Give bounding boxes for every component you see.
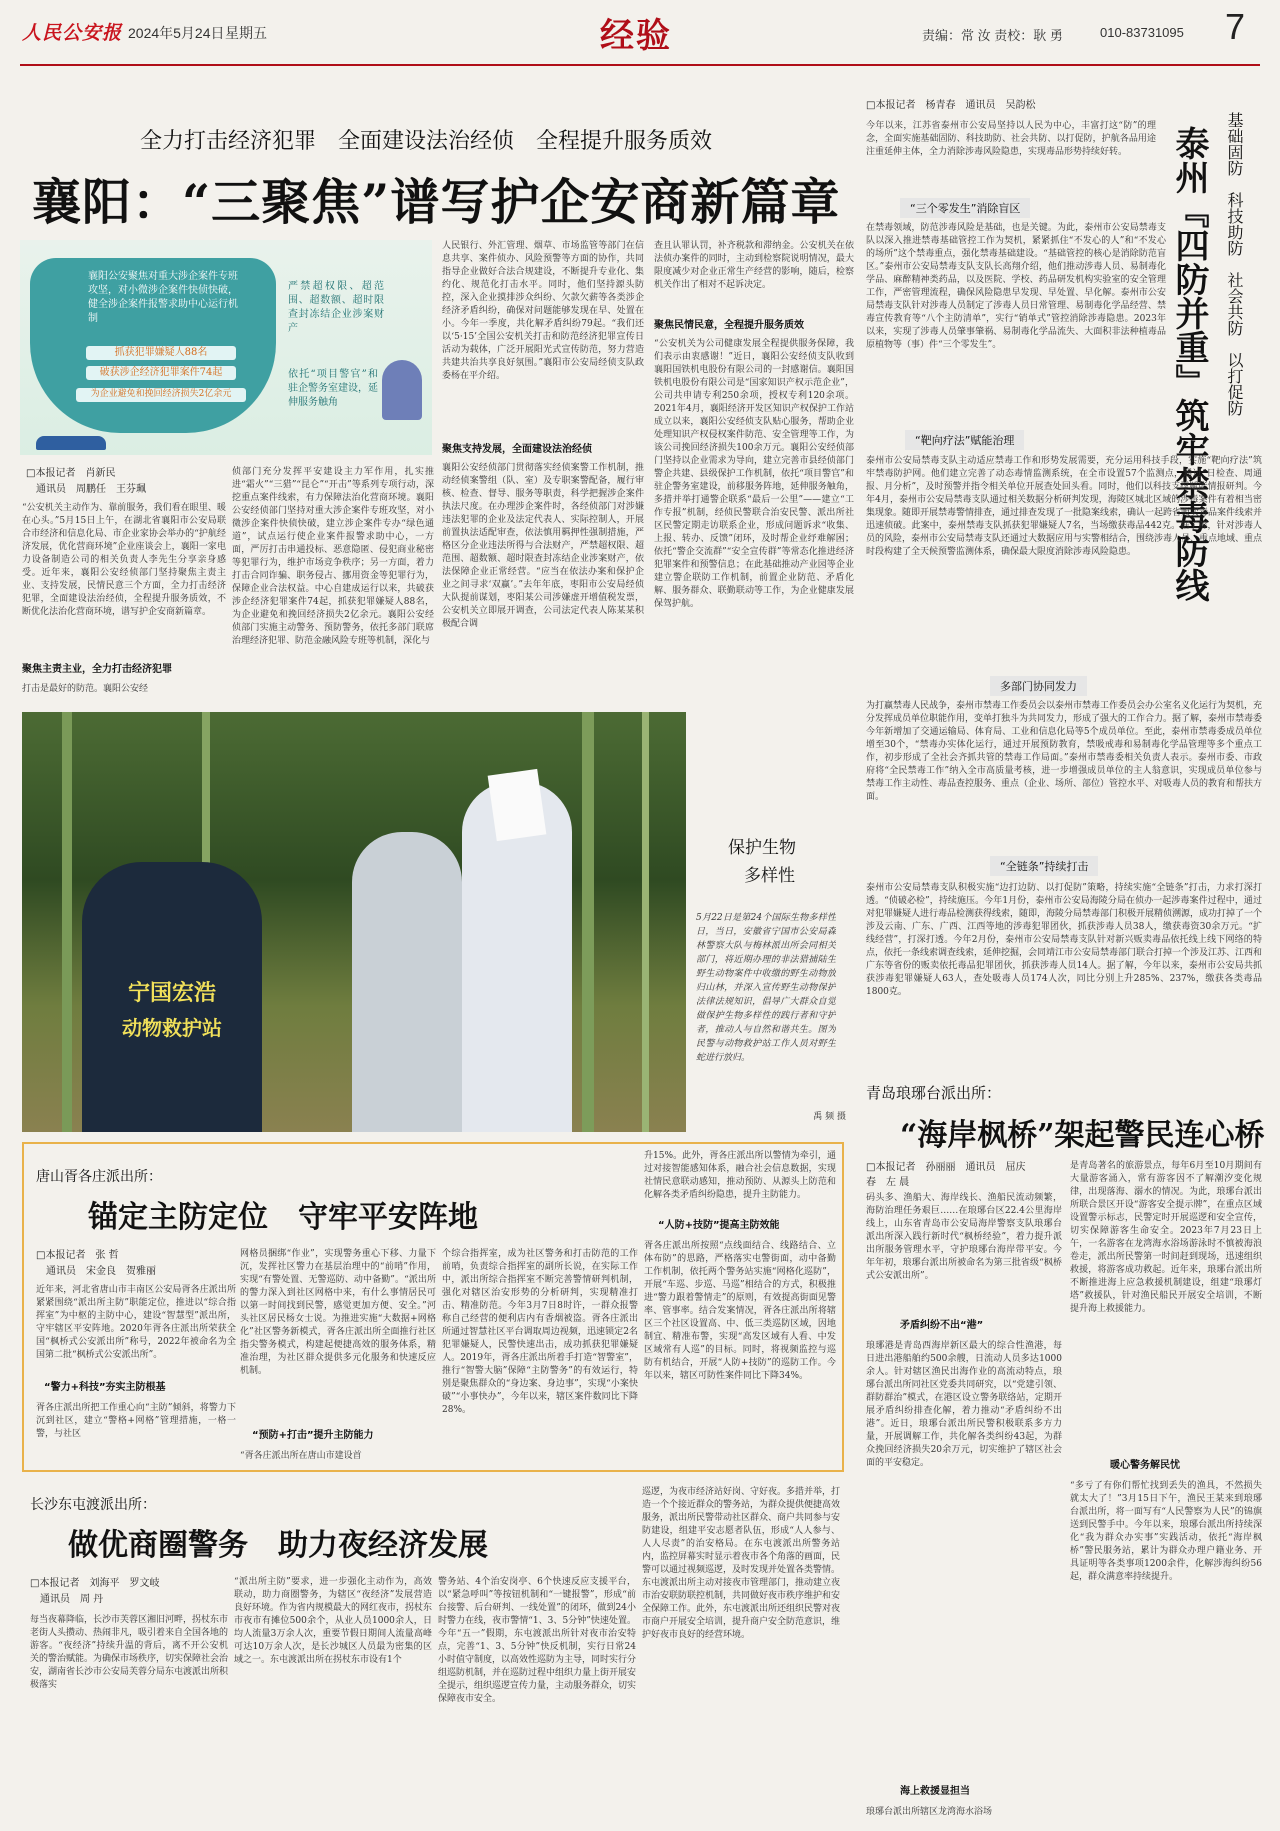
photo-bamboo-3	[582, 712, 594, 1132]
taizhou-p1: 在禁毒领域，防范涉毒风险是基础，也是关键。为此，泰州市公安局禁毒支队以深入推进禁毒基础管控工作为契机，紧紧抓住“不发心的人”和“不发心的场所”这个禁毒重点，强化禁毒基础建设。“基础管控的核心是消除防范盲区。”泰州市公安局禁毒支队支队长高翔介绍，他们推动涉毒人员、易制毒化学品、麻醉精神类药品，以及医院、学校、药品研发机构实验室的安全管理工作，严密管理流程，确保风险隐患早发现、早处置、早化解。泰州市公安局禁毒支队针对涉毒人员制定了涉毒人员日常管理、易制毒化学品经营、禁毒宣传教育等“八个主防清单”，实行“销单式”管控消除涉毒隐患。2023年以来，实现了涉毒人员肇事肇祸、易制毒化学品流失、大面积非法种植毒品原植物等（事）件“三个零发生”。	[866, 223, 1166, 350]
tangshan-col4b: 胥各庄派出所按照“点线面结合、线路结合、立体布防”的思路，严格落实屯警街面，动中备勤工作机制，依托两个警务站实施“网格化巡防”，开展“车巡、步巡、马巡”相结合的方式，积极推进“警力跟着警情走”的原则，有效提高街面见警率、管事率。结合发案情况，胥各庄派出所将辖区三个社区设置高、中、低三类巡防区域，因地制宜、精准布警，实现“高发区域有人看、中发区域常有人巡”的目标。同时，将视频监控与巡防有机结合，开展“人防+技防”的巡防工作。今年以来，辖区可防性案件同比下降34%。	[644, 1241, 836, 1381]
photo-caption: 5月22日是第24个国际生物多样性日，当日，安徽省宁国市公安局森林警察大队与梅林派出所会同相关部门，将近期办理的非法猎捕陆生野生动物案件中收缴的野生动物放归山林，并深入宣传野生动物保护法律法规知识，倡导广大群众自觉做保护生物多样性的践行者和守护者，推动人与自然和谐共生。图为民警与动物救护站工作人员对野生蛇进行放归。	[696, 913, 836, 1063]
masthead-rule	[20, 64, 1260, 66]
photo-bamboo-4	[642, 712, 649, 1132]
xiangyang-subhead-3: 聚焦民情民意，全程提升服务质效	[654, 320, 804, 331]
changsha-col3: 警务站、4个治安岗亭、6个快速反应支援平台，以“紧急呼叫”等按钮机制和“一键报警”，形成“前台接警、后台研判、一线处置”的闭环，做到24小时警力在线，夜市警情“1、3、5分钟”快速处置。今年“五一”假期，东屯渡派出所针对夜市治安特点，完善“1、3、5分钟”快反机制，实行日常24小时值守制度，以高效性巡防为主导，同时实行分组巡防机制，并在巡防过程中组织力量上街开展安全提示，组织巡逻宣传力量，主动服务群众，切实保障夜市安全。	[438, 1577, 636, 1704]
photo-paper	[488, 769, 547, 841]
tangshan-col2: 网格员捆绑“作业”，实现警务重心下移、力量下沉，发挥社区警力在基层治理中的“前哨”作用，实现“有警处置、无警巡防、动中备勤”。“派出所的警力深入到社区网格中来，有什么事情居民可以第一时间找到民警，感觉更加方便、安全。”河头社区居民杨女士说。为推进实施“大数据+网格化”社区警务新模式，胥各庄派出所全面推行社区指尖警务模式，构建起便捷高效的服务体系，精准治理，为社区群众提供多元化服务和快速反应机制。	[240, 1249, 436, 1376]
tangshan-kicker: 唐山胥各庄派出所：	[36, 1169, 162, 1185]
taizhou-subtitle: 基础固防 科技助防 社会共防 以打促防	[1225, 112, 1244, 416]
photo-officer-1	[352, 832, 462, 1132]
wildlife-release-photo	[22, 712, 686, 1132]
xiangyang-col3-text: 人民银行、外汇管理、烟草、市场监管等部门在信息共享、案件侦办、风险预警等方面的协作，共同指导企业做好合法合规建设，不断提升专业化、集约化、规范化打击水平。同时，他们坚持源头防控，深入企业摸排涉众纠纷、欠款欠薪等各类涉企经济矛盾纠纷，确保对问题能够发现在早、处置在小。今年一季度，共化解矛盾纠纷79起。“我们还以‘5·15’全国公安机关打击和防范经济犯罪宣传日活动为载体，广泛开展阳光式宣传防范，努力营造共建共治共享良好氛围。”襄阳市公安局经侦支队政委杨在平介绍。	[442, 241, 644, 381]
taizhou-tag-2: “靶向疗法”赋能治理	[905, 430, 1024, 450]
langya-byline: □本报记者 孙丽丽 通讯员 屈庆春 左 晨	[866, 1162, 1026, 1188]
infographic-stat-3: 为企业避免和挽回经济损失2亿余元	[76, 388, 246, 402]
xiangyang-col3b-text: 襄阳公安经侦部门贯彻落实经侦案警工作机制，推动经侦案警组（队、室）及专职案警配备，履行审核、检查、督导、服务等职责，科学把握涉企案件执法尺度。在办理涉企案件时，各经侦部门对涉嫌违法犯罪的企业及法定代表人、实际控制人，开展前置执法适配审查，依法慎用羁押性强制措施，严格区分企业违法所得与合法财产，严禁超权限、超范围、超数额、超时限查封冻结企业涉案财产，依法保障企业正常经营。“应当在依法办案和保护企业之间寻求‘双赢’。”去年年底，枣阳市公安局经侦大队提前谋划，枣阳某公司涉嫌虚开增值税发票，公安机关立即展开调查，公司法定代表人陈某某积极配合调	[442, 463, 644, 629]
tangshan-col3: 个综合指挥室，成为社区警务和打击防范的工作前哨，负责综合指挥室的副所长说，在实际工作中，派出所综合指挥室不断完善警情研判机制，强化对辖区治安形势的分析研判，实现精准打击、精准防范。今年3月7日8时许，一群众报警称自己经营的便利店内有香烟被盗。胥各庄派出所通过智慧社区平台调取周边视频，迅速锁定2名犯罪嫌疑人，民警快速出击，成功抓获犯罪嫌疑人。2019年，胥各庄派出所着手打造“智警室”，推行“智警大脑”保障“主防警务”的有效运行，特别是聚焦群众的“身边案、身边事”，实现“小案快破”“小事快办”，今年以来，辖区案件数同比下降28%。	[442, 1249, 638, 1415]
xiangyang-col1-text: “公安机关主动作为、靠前服务，我们看在眼里、暖在心头。”5月15日上午，在湖北省襄阳市公安局联合市经济和信息化局、市企业家协会举办的“护航经济发展，优化营商环境”企业座谈会上，襄阳一家电力设备制造公司的相关负责人李先生分享亲身感受。近年来，襄阳公安经侦部门坚持聚焦主责主业、支持发展，民情民意三个方面，全力打击经济犯罪，全面建设法治经侦，全程提升服务质效，不断优化法治化营商环境，谱写护企安商新篇章。	[22, 503, 226, 617]
changsha-headline: 做优商圈警务 助力夜经济发展	[68, 1528, 488, 1563]
editor-credits: 责编：常 汝 责校：耿 勇	[922, 28, 1063, 43]
infographic-stat-2: 破获涉企经济犯罪案件74起	[86, 366, 236, 380]
xiangyang-subhead-2: 聚焦支持发展，全面建设法治经侦	[442, 444, 592, 455]
photo-vest-label	[92, 977, 252, 1057]
tangshan-byline-reporter: □本报记者 张 哲	[36, 1250, 119, 1261]
page-number: 7	[1225, 6, 1246, 47]
tangshan-col1b: 胥各庄派出所把工作重心向“主防”倾斜，将警力下沉到社区，建立“警格+网格”管理措施，一格一警，与社区	[36, 1403, 236, 1439]
tangshan-byline-contributors: 通讯员 宋金良 贺雅丽	[46, 1266, 156, 1277]
photo-vest-label-line2: 动物救护站	[122, 1016, 222, 1040]
tangshan-col4: 升15%。此外，胥各庄派出所以警情为牵引，通过对接智能感知体系，融合社会信息数据，实现社情民意联动感知，推动预防、从源头上防范和化解各类矛盾纠纷隐患，提升主防能力。	[644, 1151, 836, 1200]
changsha-kicker: 长沙东屯渡派出所：	[30, 1497, 156, 1513]
langya-col2b: “多亏了有你们帮忙找到丢失的渔具，不然损失就太大了！”3月15日下午，渔民王某来到琅琊台派出所，将一面写有“人民警察为人民”的锦旗送到民警手中。今年以来，琅琊台派出所持续深化“我为群众办实事”实践活动，依托“海岸枫桥”警民服务站，累计为群众办理户籍业务、开具证明等各类事项1200余件，化解涉海纠纷56起，群众满意率持续提升。	[1070, 1481, 1262, 1582]
langya-headline: “海岸枫桥”架起警民连心桥	[900, 1118, 1265, 1153]
langya-kicker: 青岛琅琊台派出所：	[866, 1084, 1002, 1102]
langya-subhead-2: 暖心警务解民忧	[1110, 1460, 1180, 1471]
xiangyang-headline: 襄阳：“三聚焦”谱写护企安商新篇章	[32, 173, 841, 231]
langya-subhead-3: 海上救援显担当	[900, 1786, 970, 1797]
taizhou-p3: 为打赢禁毒人民战争，泰州市禁毒工作委员会以泰州市禁毒工作委员会办公室名义化运行为契机，充分发挥成员单位职能作用，变单打独斗为共同发力，形成了强大的工作合力。据了解，泰州市禁毒委今年新增加了交通运输局、体育局、工业和信息化局等5个成员单位。至此，泰州市禁毒委成员单位增至30个，“禁毒办实体化运行，通过开展预防教育，禁吸戒毒和易制毒化学品管理等多个重点工作，初步形成了全社会齐抓共管的禁毒工作局面。”泰州市禁毒委相关负责人表示。泰州市委、市政府将“全民禁毒工作”纳入全市高质量考核，进一步增强成员单位的主人翁意识，实现成员单位参与禁毒工作主动性、毒品查控服务、重点（企业、场所、部位）管控水平、对吸毒人员的教育和帮扶方面。	[866, 701, 1262, 802]
xiangyang-col4b-text: “公安机关为公司健康发展全程提供服务保障，我们表示由衷感谢！”近日，襄阳公安经侦支队收到襄阳国铁机电股份有限公司的一封感谢信。襄阳国铁机电股份有限公司是“国家知识产权示范企业”，公司共申请专利250余项，授权专利120余项。2021年4月，襄阳经济开发区知识产权保护工作站成立以来，襄阳公安经侦支队贴心服务，帮助企业处理知识产权侵权案件防范、安全管理等工作，为该公司挽回经济损失100余万元。襄阳公安经侦部门坚持以企业需求为导向，建立完善市县经侦部门警企共建、县级保护工作机制，依托“项目警官”和驻企警务室建设，前移服务阵地，延伸服务触角，多措并举打通警企联系“最后一公里”——建立“工作专报”机制，经侦民警联合治安民警、派出所社区民警定期走访联系企业，形成问题诉求“收集、上报、转办、反馈”闭环，及时帮企业纾难解困；依托“警企交流群”“安全宣传群”等常态化推进经济犯罪案件和预警信息；在此基础推动产业园等企业建立警企联防工作机制，前置企业防范、矛盾化解、服务群众、联勤联动等工作，为企业健康发展保驾护航。	[654, 339, 854, 609]
photo-vest-label-line1: 宁国宏浩	[127, 981, 216, 1006]
langya-col1b: 琅琊港是青岛西海岸新区最大的综合性渔港，每日进出港船舶约500余艘，日流动人员多达1000余人。针对辖区渔民出海作业的高流动特点，琅琊台派出所同社区党委共同研究，以“党建引领、群防群治”模式，在港区设立警务联络站，定期开展矛盾纠纷排查化解，着力推动“矛盾纠纷不出港”。近日，琅琊台派出所民警积极联系多方力量，开展调解工作，共化解各类纠纷43起，为群众挽回经济损失20余万元，切实维护了辖区社会面的平安稳定。	[866, 1341, 1062, 1468]
photo-credit: 禹 频 摄	[813, 1112, 846, 1122]
infographic-text-2: 严禁超权限、超范围、超数额、超时限查封冻结企业涉案财产	[288, 281, 384, 334]
section-name: 经验	[600, 16, 672, 56]
tangshan-subhead-1: “警力+科技”夯实主防根基	[44, 1382, 166, 1393]
changsha-col4: 巡逻，为夜市经济站好岗、守好夜。多措并举，打造一个个接近群众的警务站，为群众提供便捷高效服务，派出所民警带动社区群众、商户共同参与安防建设，组建平安志愿者队伍，形成“人人参与、人人尽责”的治安格局。在东屯渡派出所警务站内，监控屏幕实时显示着夜市各个角落的画面，民警可以通过视频巡逻，及时发现并处置各类警情。东屯渡派出所主动对接夜市管理部门，推动建立夜市治安联防联控机制，共同做好夜市秩序维护和安全保障工作。此外，东屯渡派出所还组织民警对夜市商户开展安全培训，提升商户安全防范意识，维护好夜市良好的经营环境。	[642, 1487, 840, 1640]
taizhou-tag-3: 多部门协同发力	[990, 676, 1087, 696]
issue-weekday: 星期五	[225, 25, 267, 41]
tangshan-subhead-3: “人防+技防”提高主防效能	[658, 1220, 780, 1231]
changsha-byline-contributors: 通讯员 周 丹	[40, 1594, 104, 1605]
langya-col2-tail: 琅琊台派出所辖区龙湾海水浴场	[866, 1807, 993, 1817]
taizhou-tag-4: “全链条”持续打击	[990, 856, 1098, 876]
infographic-text-1: 襄阳公安聚焦对重大涉企案件专班攻坚，对小微涉企案件快侦快破，健全涉企案件报警求助中心运行机制	[88, 271, 238, 324]
taizhou-headline: 泰州『四防并重』筑牢禁毒防线	[1169, 126, 1209, 602]
infographic-person-icon	[382, 360, 422, 420]
xiangyang-kicker: 全力打击经济犯罪 全面建设法治经侦 全程提升服务质效	[140, 129, 713, 154]
editor-phone: 010-83731095	[1100, 25, 1184, 40]
taizhou-byline: □本报记者 杨青春 通讯员 吴韵松	[866, 100, 1036, 111]
changsha-col2: “派出所主防”要求，进一步强化主动作为，高效联动，助力商圈警务，为辖区“夜经济”发展营造良好环境。作为省内规模最大的网红夜市，拐杖东市夜市有摊位500余个，从业人员1000余人，日均人流量3万余人次，重要节假日期间人流量高峰可达10万余人次，是长沙城区人员最为密集的区域之一。东屯渡派出所在拐杖东市设有1个	[234, 1577, 432, 1665]
tangshan-col2b: “胥各庄派出所在唐山市建设首	[240, 1451, 362, 1461]
xiangyang-byline-contributors: 通讯员 周鹏任 王芬珮	[36, 484, 146, 495]
langya-col2: 是青岛著名的旅游景点，每年6月至10月期间有大量游客涌入，常有游客因不了解潮汐变化规律，出现落海、溺水的情况。为此，琅琊台派出所联合景区开设“游客安全提示牌”，在重点区域设置警示标志，民警定时开展巡逻和安全宣传，切实保障游客生命安全。2023年7月23日上午，一名游客在龙湾海水浴场游泳时不慎被海浪卷走，派出所民警第一时间赶到现场，迅速组织救援，将游客成功救起。近年来，琅琊台派出所不断推进海上应急救援机制建设，组建“琅琊灯塔”救援队，针对渔民船民开展安全培训，不断提升海上救援能力。	[1070, 1161, 1262, 1314]
xiangyang-col2-text: 侦部门充分发挥平安建设主力军作用，扎实推进“霜火”“三猎”“昆仑”“开击”等系列专项行动，深挖重点案件线索，有力保障法治化营商环境。襄阳公安经侦部门坚持对重大涉企案件专班攻坚，对小微涉企案件快侦快破，建立涉企案件专办“绿色通道”，试点运行使企业案件报警求助中心，一方面，严厉打击串通投标、恶意隐匿、侵犯商业秘密等犯罪行为，维护市场竞争秩序；另一方面，着力打击合同诈骗、职务侵占、挪用资金等犯罪行为，保障企业合法权益。中心自建成运行以来，共破获涉企经济犯罪案件74起，抓获犯罪嫌疑人88名，为企业避免和挽回经济损失2亿余元。襄阳公安经侦部门实施主动警务、预防警务，依托多部门联席治理经济犯罪、防范金融风险专班等机制，深化与	[232, 467, 434, 646]
infographic-stat-1: 抓获犯罪嫌疑人88名	[86, 346, 236, 360]
infographic-text-3: 依托“项目警官”和驻企警务室建设，延伸服务触角	[288, 369, 378, 408]
issue-date: 2024年5月24日	[128, 25, 225, 41]
xiangyang-subhead-1: 聚焦主责主业，全力打击经济犯罪	[22, 664, 172, 675]
taizhou-p2: 泰州市公安局禁毒支队主动适应禁毒工作和形势发展需要，充分运用科技手段，实施“靶向疗法”筑牢禁毒防护网。他们建立完善了动态毒情监测系统，在全市设置57个监测点，通过“日检查、周通报、月分析”，及时预警并指令相关单位开展查处回头看。同时，他们以科技支撑赋能情报研判。今年4月，泰州市公安局禁毒支队通过相关数据分析研判发现，海陵区城北区域的涉毒案件有着相当密集现象。随即开展禁毒警情排查，通过排查发现了一批隐案线索，确认一起跨省贩卖毒品案件线索并迅速侦破。此案中，泰州禁毒支队抓获犯罪嫌疑人7名，当场缴获毒品442克。据了解，针对涉毒人员的风险，泰州市公安局禁毒支队还通过大数据应用与实警相结合，围绕涉毒人员、重点地域、重点时段构建了全天候预警监测体系，确保最大限度消除涉毒风险隐患。	[866, 456, 1262, 557]
changsha-col1: 每当夜幕降临，长沙市芙蓉区湘旧河畔，拐杖东市老街人头攒动、热闹非凡，吸引着来自全国各地的游客。“夜经济”持续升温的背后，离不开公安机关的警治赋能。为确保市场秩序，切实保障社会治安，湖南省长沙市公安局芙蓉分局东屯渡派出所积极落实	[30, 1615, 228, 1690]
photo-title-line2: 多样性	[744, 866, 795, 886]
changsha-byline-reporter: □本报记者 刘海平 罗文岐	[30, 1578, 160, 1589]
newspaper-logo: 人民公安报	[22, 22, 123, 44]
xiangyang-byline-reporter: □本报记者 肖新民	[26, 468, 116, 479]
xiangyang-col1b-text: 打击是最好的防范。襄阳公安经	[22, 684, 149, 694]
tangshan-col1: 近年来，河北省唐山市丰南区公安局胥各庄派出所紧紧围绕“派出所主防”职能定位，推进以“综合指挥室”为中枢的主防中心，建设“智慧型”派出所，守牢辖区平安阵地。2020年胥各庄派出所荣获全国“枫桥式公安派出所”称号，2022年被命名为全国第二批“枫桥式公安派出所”。	[36, 1285, 236, 1360]
infographic-car-icon	[36, 436, 106, 450]
tangshan-subhead-2: “预防+打击”提升主防能力	[252, 1430, 374, 1441]
taizhou-p4: 泰州市公安局禁毒支队积极实施“边打边防、以打促防”策略，持续实施“全链条”打击，力求打深打透。“侦破必检”，持续施压。今年1月份，泰州市公安局海陵分局在侦办一起涉毒案件过程中，通过对犯罪嫌疑人进行毒品检测获得线索，随即，海陵分局禁毒部门积极开展精侦溯源，成功打掉了一个涉及云南、广东、广西、江西等地的涉毒犯罪团伙，抓获涉毒人员38人，缴获毒资30余万元。“扩线经营”，打深打透。今年2月份，泰州市公安局禁毒支队针对新兴贩卖毒品依托线上线下网络的特点，依托一条线索调查线索，延伸挖掘，会同靖江市公安局禁毒部门联合打掉一个涉及江苏、江西和广东等省份的贩卖依托毒品犯罪团伙，抓获涉毒人员14人。据了解，今年以来，泰州市公安局共抓获涉毒犯罪嫌疑人63人，查处吸毒人员174人次，同比分别上升285%、237%，缴获各类毒品1800克。	[866, 883, 1262, 997]
xiangyang-infographic	[20, 240, 432, 455]
photo-title-line1: 保护生物	[728, 838, 796, 858]
masthead	[0, 0, 1280, 70]
taizhou-intro: 今年以来，江苏省泰州市公安局坚持以人民为中心，丰富打这“防”的理念，全面实施基础固防、科技助防、社会共防、以打促防，护航各品用途注重延伸主体，全力消除涉毒风险隐患，实现毒品形势持续好转。	[866, 121, 1156, 157]
taizhou-tag-1: “三个零发生”消除盲区	[900, 198, 1030, 218]
langya-col1: 码头多、渔船大、海岸线长、渔船民流动频繁，海防治理任务艰巨……在琅琊台区22.4公里海岸线上，山东省青岛市公安局海岸警察支队琅琊台派出所深入践行新时代“枫桥经验”，着力提升派出所服务管理水平，守护琅琊台海岸带平安。今年年初，琅琊台派出所被命名为第三批省级“枫桥式公安派出所”。	[866, 1193, 1062, 1281]
langya-subhead-1: 矛盾纠纷不出“港”	[900, 1320, 984, 1331]
photo-bamboo-1	[62, 712, 72, 1132]
xiangyang-col4-text: 查且认罪认罚，补齐税款和滞纳金。公安机关在依法侦办案件的同时，主动到检察院说明情况，最大限度减少对企业正常生产经营的影响，随后，检察机关作出了相对不起诉决定。	[654, 241, 854, 290]
tangshan-headline: 锚定主防定位 守牢平安阵地	[88, 1200, 478, 1235]
